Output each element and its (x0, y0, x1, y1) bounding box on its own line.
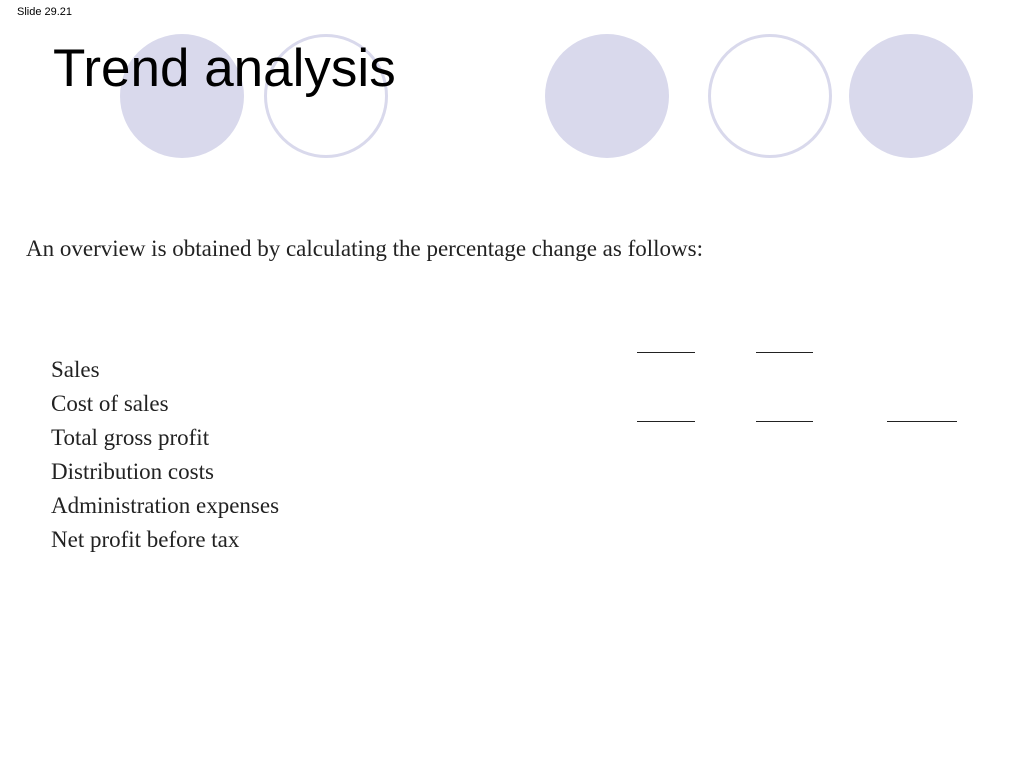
row-label: Sales (51, 357, 100, 382)
slide-title: Trend analysis (53, 39, 396, 98)
row-label: Net profit before tax (51, 527, 240, 552)
intro-text: An overview is obtained by calculating the percentage change as follows: (26, 236, 703, 261)
subtotal-rule-20x8 (756, 421, 813, 422)
decorative-circle-3 (545, 34, 669, 158)
header-underline-20x8 (756, 352, 813, 353)
row-label: Distribution costs (51, 459, 214, 484)
header-underline-20x7 (637, 352, 695, 353)
row-label: Administration expenses (51, 493, 280, 518)
row-label: Total gross profit (51, 425, 210, 450)
slide-number: Slide 29.21 (17, 6, 73, 18)
subtotal-rule-change (887, 421, 957, 422)
decorative-circle-5 (849, 34, 973, 158)
row-label: Cost of sales (51, 391, 169, 416)
decorative-circle-4 (708, 34, 832, 158)
subtotal-rule-20x7 (637, 421, 695, 422)
